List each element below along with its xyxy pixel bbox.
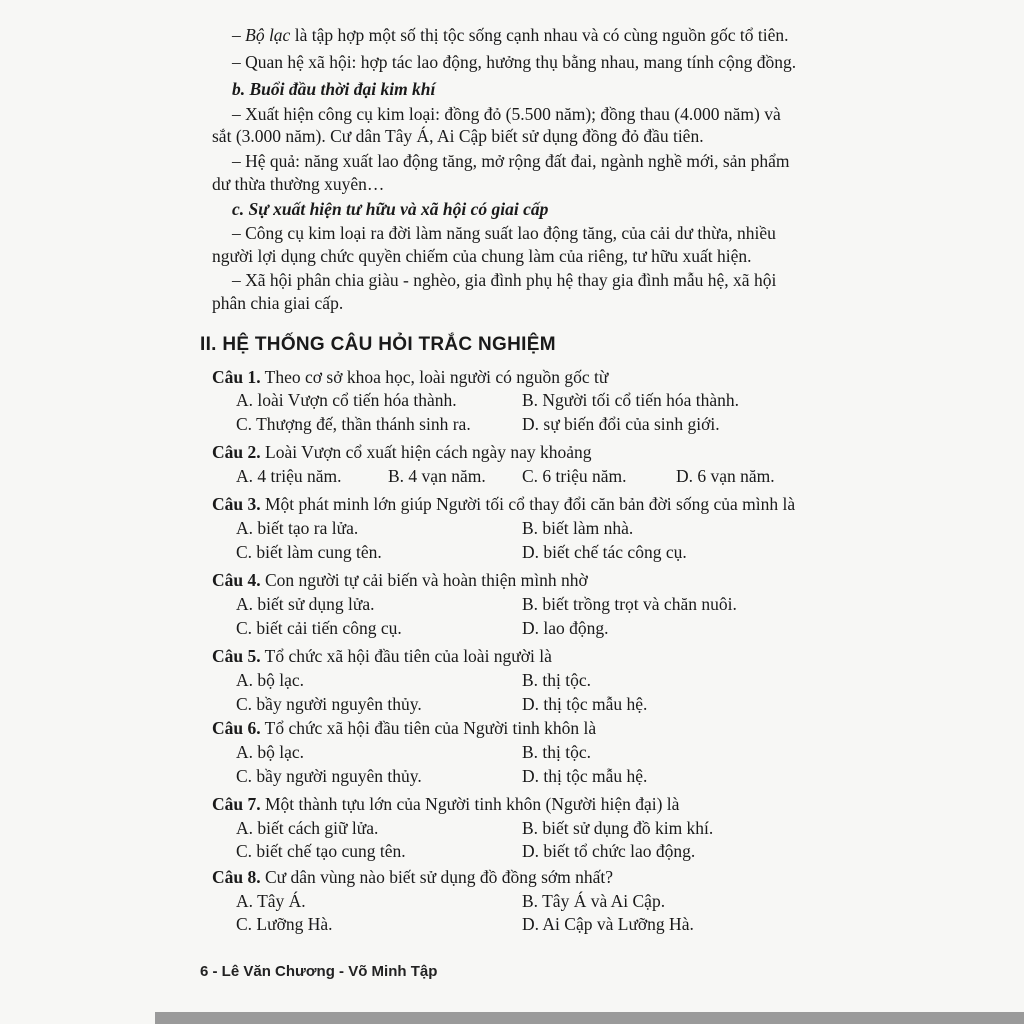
q2-option-d: D. 6 vạn năm. [676,466,775,486]
section-title: II. HỆ THỐNG CÂU HỎI TRẮC NGHIỆM [200,334,556,355]
theory-bo-lac: – Bộ lạc là tập hợp một số thị tộc sống cạnh nhau và có cùng nguồn gốc tổ tiên. [232,25,789,45]
q6-option-d: D. thị tộc mẫu hệ. [522,766,648,786]
question-label: Câu 3. [212,494,261,514]
question-label: Câu 6. [212,718,261,738]
q1-option-c: C. Thượng đế, thần thánh sinh ra. [236,414,471,434]
question-label: Câu 4. [212,570,261,590]
q4-option-c: C. biết cải tiến công cụ. [236,618,402,638]
question-text: Tổ chức xã hội đầu tiên của loài người là [260,646,552,666]
question-6 [212,717,596,739]
theory-he-qua-line1: – Hệ quả: năng xuất lao động tăng, mở rộng đất đai, ngành nghề mới, sản phẩm [232,151,790,171]
q3-option-d: D. biết chế tác công cụ. [522,542,687,562]
question-8 [212,866,613,888]
question-text: Một phát minh lớn giúp Người tối cổ thay đổi căn bản đời sống của mình là [260,494,796,514]
question-5 [212,645,552,667]
theory-kim-loai-line2: sắt (3.000 năm). Cư dân Tây Á, Ai Cập biết sử dụng đồng đỏ đầu tiên. [212,126,704,146]
question-label: Câu 1. [212,367,261,387]
question-1 [212,366,608,388]
bo-lac-definition: là tập hợp một số thị tộc sống cạnh nhau và có cùng nguồn gốc tổ tiên. [290,25,789,45]
q7-option-b: B. biết sử dụng đồ kim khí. [522,818,714,838]
question-text: Con người tự cải biến và hoàn thiện mình nhờ [260,570,588,590]
term-bo-lac: Bộ lạc [245,25,291,45]
q6-option-a: A. bộ lạc. [236,742,305,762]
question-text: Tổ chức xã hội đầu tiên của Người tinh khôn là [260,718,597,738]
question-label: Câu 8. [212,867,261,887]
theory-cong-cu-line1: – Công cụ kim loại ra đời làm năng suất lao động tăng, của cải dư thừa, nhiều [232,223,776,243]
q8-option-c: C. Lưỡng Hà. [236,914,333,934]
q5-option-b: B. thị tộc. [522,670,592,690]
q7-option-d: D. biết tổ chức lao động. [522,841,696,861]
q1-option-a: A. loài Vượn cổ tiến hóa thành. [236,390,457,410]
q2-option-c: C. 6 triệu năm. [522,466,627,486]
q3-option-a: A. biết tạo ra lửa. [236,518,359,538]
heading-c: c. Sự xuất hiện tư hữu và xã hội có giai cấp [232,199,549,219]
question-label: Câu 5. [212,646,261,666]
q3-option-b: B. biết làm nhà. [522,518,634,538]
q3-option-c: C. biết làm cung tên. [236,542,382,562]
question-text: Một thành tựu lớn của Người tinh khôn (Người hiện đại) là [260,794,680,814]
question-label: Câu 7. [212,794,261,814]
q4-option-d: D. lao động. [522,618,609,638]
q8-option-d: D. Ai Cập và Lưỡng Hà. [522,914,694,934]
question-text: Loài Vượn cổ xuất hiện cách ngày nay khoảng [260,442,592,462]
question-7 [212,793,679,815]
theory-kim-loai-line1: – Xuất hiện công cụ kim loại: đồng đỏ (5.500 năm); đồng thau (4.000 năm) và [232,104,781,124]
q7-option-c: C. biết chế tạo cung tên. [236,841,406,861]
theory-he-qua-line2: dư thừa thường xuyên… [212,174,385,194]
q8-option-a: A. Tây Á. [236,891,306,911]
scan-edge-shadow [155,1012,1024,1024]
q7-option-a: A. biết cách giữ lửa. [236,818,379,838]
question-2 [212,441,592,463]
q5-option-c: C. bầy người nguyên thủy. [236,694,422,714]
theory-xa-hoi-line2: phân chia giai cấp. [212,293,344,313]
q4-option-a: A. biết sử dụng lửa. [236,594,375,614]
q2-option-a: A. 4 triệu năm. [236,466,342,486]
q1-option-d: D. sự biến đổi của sinh giới. [522,414,720,434]
theory-quan-he: – Quan hệ xã hội: hợp tác lao động, hưởng thụ bằng nhau, mang tính cộng đồng. [232,52,797,72]
question-4 [212,569,588,591]
page-footer: 6 - Lê Văn Chương - Võ Minh Tập [200,963,438,980]
q8-option-b: B. Tây Á và Ai Cập. [522,891,666,911]
question-text: Cư dân vùng nào biết sử dụng đồ đồng sớm nhất? [260,867,614,887]
q5-option-a: A. bộ lạc. [236,670,305,690]
q2-option-b: B. 4 vạn năm. [388,466,486,486]
q4-option-b: B. biết trồng trọt và chăn nuôi. [522,594,737,614]
question-label: Câu 2. [212,442,261,462]
theory-cong-cu-line2: người lợi dụng chức quyền chiếm của chung làm của riêng, tư hữu xuất hiện. [212,246,752,266]
q6-option-b: B. thị tộc. [522,742,592,762]
q6-option-c: C. bầy người nguyên thủy. [236,766,422,786]
question-3 [212,493,795,515]
heading-b: b. Buổi đầu thời đại kim khí [232,79,436,99]
theory-xa-hoi-line1: – Xã hội phân chia giàu - nghèo, gia đình phụ hệ thay gia đình mẫu hệ, xã hội [232,270,777,290]
q5-option-d: D. thị tộc mẫu hệ. [522,694,648,714]
question-text: Theo cơ sở khoa học, loài người có nguồn gốc từ [260,367,609,387]
q1-option-b: B. Người tối cổ tiến hóa thành. [522,390,740,410]
